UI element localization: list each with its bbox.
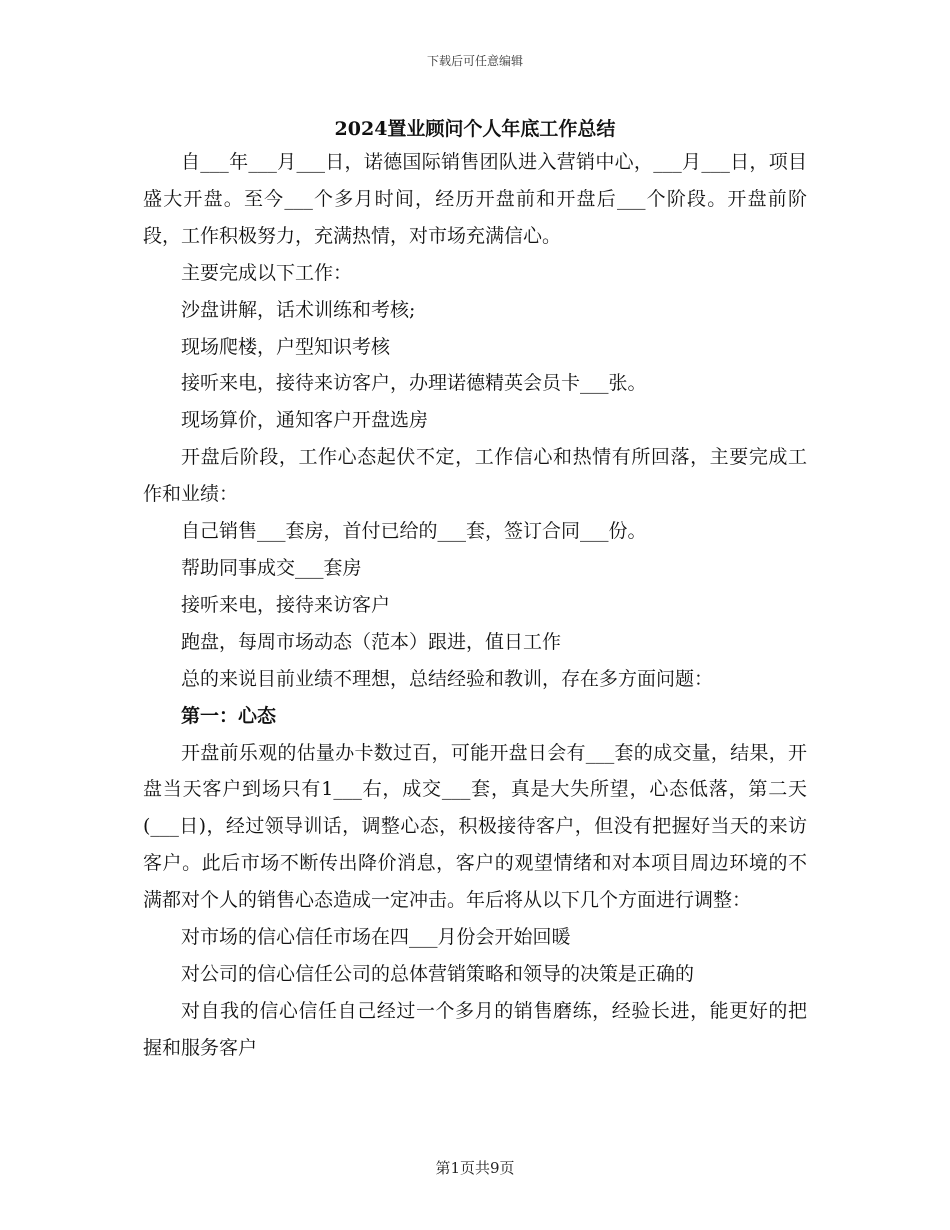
paragraph: 跑盘，每周市场动态（范本）跟进，值日工作	[181, 630, 562, 653]
header-note: 下载后可任意编辑	[426, 54, 523, 68]
paragraph: 现场算价，通知客户开盘选房	[181, 409, 429, 432]
page-footer: 第1页共9页	[435, 1159, 515, 1177]
paragraph: 现场爬楼，户型知识考核	[181, 335, 391, 358]
paragraph: 沙盘讲解，话术训练和考核;	[181, 298, 416, 321]
paragraph: 主要完成以下工作：	[181, 261, 353, 284]
document-body	[143, 144, 807, 1067]
document-title: 2024置业顾问个人年底工作总结	[334, 118, 616, 140]
paragraph: 帮助同事成交___套房	[181, 556, 362, 579]
paragraph: 对市场的信心信任市场在四___月份会开始回暖	[181, 926, 571, 949]
paragraph: 自___年___月___日，诺德国际销售团队进入营销中心，___月___日，项目盛大开盘。至今___个多月时间，经历开盘前和开盘后___个阶段。开盘前阶段，工作积极努力，充满热情，对市场充满信心。	[143, 151, 807, 247]
paragraph: 开盘前乐观的估量办卡数过百，可能开盘日会有___套的成交量，结果，开盘当天客户到场只有1___右，成交___套，真是大失所望，心态低落，第二天(___日)，经过领导训话，调整心态，积极接待客户，但没有把握好当天的来访客户。此后市场不断传出降价消息，客户的观望情绪和对本项目周边环境的不满都对个人的销售心态造成一定冲击。年后将从以下几个方面进行调整：	[143, 741, 807, 912]
paragraph: 接听来电，接待来访客户	[181, 593, 391, 616]
paragraph: 自己销售___套房，首付已给的___套，签订合同___份。	[181, 520, 647, 543]
paragraph: 接听来电，接待来访客户，办理诺德精英会员卡___张。	[181, 372, 647, 395]
paragraph: 总的来说目前业绩不理想，总结经验和教训，存在多方面问题：	[181, 667, 714, 690]
paragraph: 开盘后阶段，工作心态起伏不定，工作信心和热情有所回落，主要完成工作和业绩：	[143, 446, 807, 506]
paragraph: 对公司的信心信任公司的总体营销策略和领导的决策是正确的	[181, 962, 695, 985]
section-heading: 第一：心态	[181, 704, 277, 727]
paragraph: 对自我的信心信任自己经过一个多月的销售磨练，经验长进，能更好的把握和服务客户	[143, 999, 807, 1059]
